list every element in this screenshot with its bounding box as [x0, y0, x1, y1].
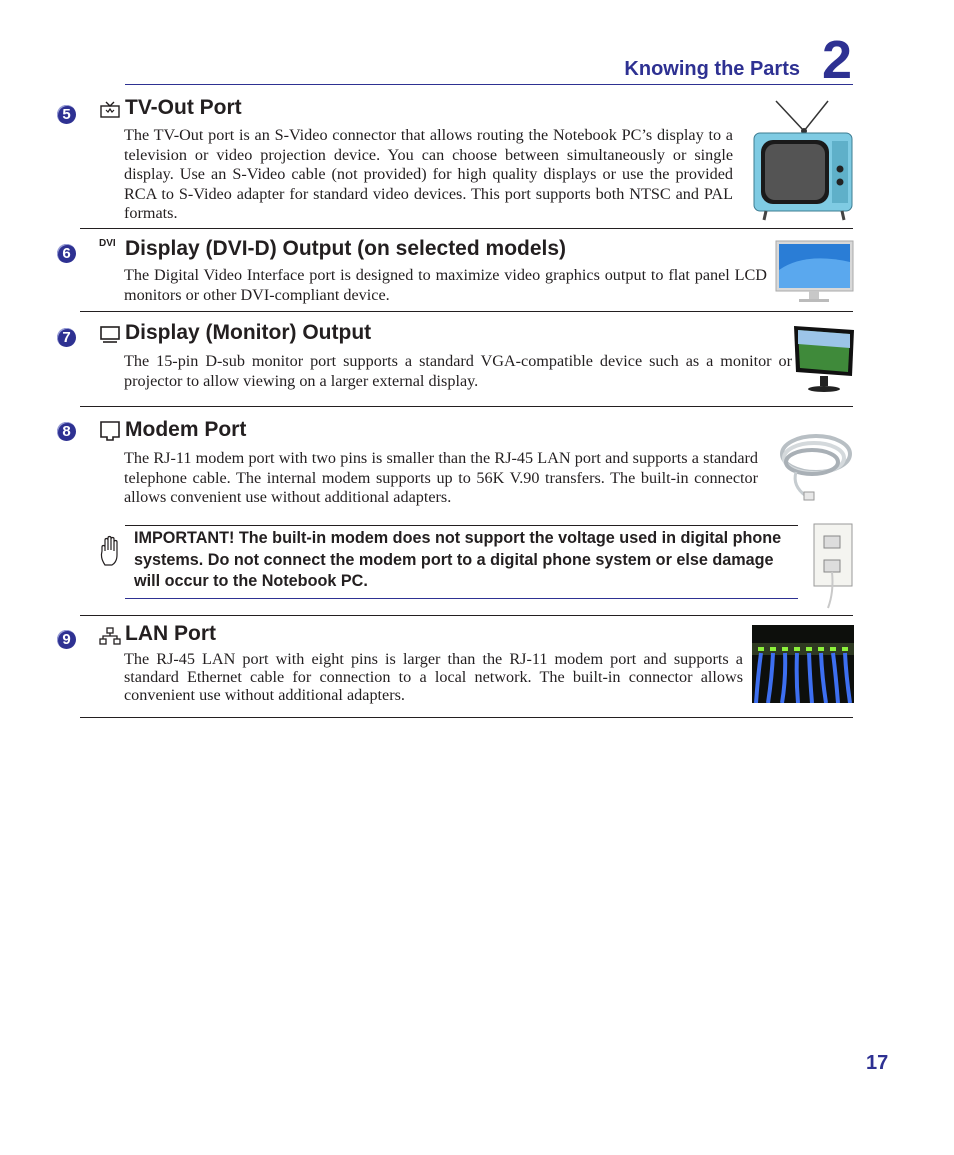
vga-monitor-image — [792, 324, 856, 394]
section-text: The RJ-11 modem port with two pins is smaller than the RJ-45 LAN port and supports a standard telephone cable. The internal modem supports up to 56K V.90 transfers. The built-in connector allows convenient use without additional adapters. — [124, 449, 758, 507]
dvi-icon: DVI — [99, 238, 116, 249]
section-title: TV-Out Port — [125, 96, 242, 119]
lcd-monitor-image — [775, 240, 855, 304]
monitor-icon — [99, 325, 121, 345]
header-rule — [125, 84, 853, 85]
chapter-number: 2 — [822, 30, 853, 90]
important-note: IMPORTANT! The built-in modem does not support the voltage used in digital phone systems. Do not connect the modem port to a digital phone system or else damage will occur to the Notebook PC. — [134, 529, 782, 591]
ethernet-cables-image — [752, 625, 854, 703]
section-divider — [80, 615, 853, 616]
section-divider — [80, 406, 853, 407]
section-number-badge: 5 — [57, 105, 76, 124]
page-number: 17 — [866, 1052, 889, 1074]
section-text: The RJ-45 LAN port with eight pins is larger than the RJ-11 modem port and supports a standard Ethernet cable for connection to a local network. The built-in connector allows convenient use without additional adapters. — [124, 650, 743, 704]
section-divider — [80, 717, 853, 718]
section-text: The TV-Out port is an S-Video connector that allows routing the Notebook PC’s display to a television or video projection device. You can choose between simultaneously or single display. Use an S-Video cable (not provided) for high quality displays or use the provided RCA to S-Video adapter for standard video devices. This port supports both NTSC and PAL formats. — [124, 126, 733, 223]
section-title: Modem Port — [125, 418, 247, 441]
modem-icon — [99, 420, 121, 442]
wall-jack-image — [812, 522, 854, 610]
section-divider — [80, 311, 853, 312]
important-bottom-rule — [125, 598, 798, 599]
section-title: Display (DVI-D) Output (on selected models) — [125, 237, 567, 260]
section-title: LAN Port — [125, 622, 216, 645]
section-text: The 15-pin D-sub monitor port supports a standard VGA-compatible device such as a monitor or projector to allow viewing on a larger external display. — [124, 352, 792, 390]
hand-icon — [99, 535, 123, 567]
section-number-badge: 7 — [57, 328, 76, 347]
section-number-badge: 8 — [57, 422, 76, 441]
section-number-badge: 6 — [57, 244, 76, 263]
section-number-badge: 9 — [57, 630, 76, 649]
chapter-title: Knowing the Parts — [624, 58, 800, 80]
section-title: Display (Monitor) Output — [125, 321, 372, 344]
phone-cable-image — [766, 420, 854, 504]
lan-icon — [99, 627, 121, 645]
television-image — [752, 99, 856, 221]
tv-out-icon — [99, 101, 121, 119]
important-top-rule — [125, 525, 798, 526]
section-text: The Digital Video Interface port is designed to maximize video graphics output to flat panel LCD monitors or other DVI-compliant device. — [124, 266, 767, 304]
section-divider — [80, 228, 853, 229]
